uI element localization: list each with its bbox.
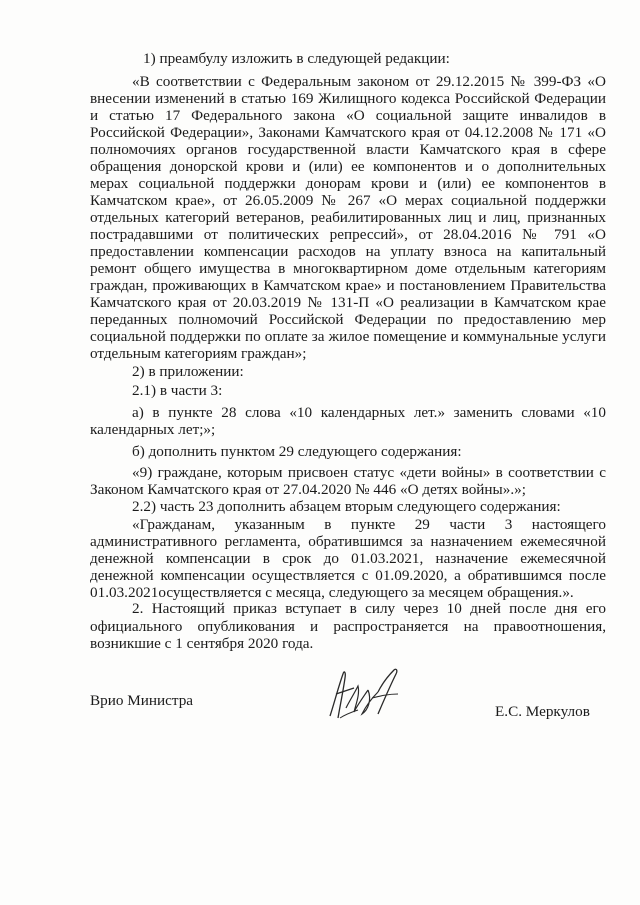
text-line: 01.03.2021осуществляется с месяца, следующего за месяцем обращения.». (90, 584, 574, 601)
text-line: Российской Федерации», Законами Камчатского края от 04.12.2008 № 171 «О (90, 124, 606, 141)
text-line: пострадавшими от политических репрессий», от 28.04.2016 № 791 «О (90, 226, 606, 243)
text-line: переданных полномочий Российской Федерации по предоставлению мер (90, 311, 606, 328)
text-line: официального опубликования и распространяется на правоотношения, (90, 618, 606, 635)
text-line: Камчатского края от 20.03.2019 № 131-П «О реализации в Камчатском крае (90, 294, 606, 311)
text-line: и статью 17 Федерального закона «О социальной защите инвалидов в (90, 107, 606, 124)
text-line: «В соответствии с Федеральным законом от 29.12.2015 № 399-ФЗ «О (132, 73, 606, 90)
signer-name: Е.С. Меркулов (495, 703, 590, 720)
text-line: денежной компенсации в срок до 01.03.2021, назначение ежемесячной (90, 550, 606, 567)
text-line: Законом Камчатского края от 27.04.2020 № 446 «О детях войны».»; (90, 481, 526, 498)
text-line: граждан, проживающих в Камчатском крае» и постановлением Правительства (90, 277, 606, 294)
text-line: административного регламента, обратившимся за назначением ежемесячной (90, 533, 606, 550)
handwritten-signature (316, 664, 412, 724)
text-line: «Гражданам, указанным в пункте 29 части 3 настоящего (132, 516, 606, 533)
text-line: обращения донорской крови и (или) ее компонентов и о дополнительных (90, 158, 606, 175)
text-line: «9) граждане, которым присвоен статус «дети войны» в соответствии с (132, 464, 606, 481)
text-line: социальной поддержки по оплате за жилое помещение и коммунальные услуги (90, 328, 606, 345)
text-line: полномочиях органов государственной власти Камчатского края в сфере (90, 141, 606, 158)
text-line: внесении изменений в статью 169 Жилищного кодекса Российской Федерации (90, 90, 606, 107)
text-line: отдельным категориям граждан»; (90, 345, 307, 362)
text-line: 2.1) в части 3: (132, 382, 223, 399)
text-line: а) в пункте 28 слова «10 календарных лет.» заменить словами «10 (132, 404, 606, 421)
text-line: 2.2) часть 23 дополнить абзацем вторым следующего содержания: (132, 498, 561, 515)
signatory-title: Врио Министра (90, 692, 194, 709)
text-line: 1) преамбулу изложить в следующей редакции: (143, 50, 450, 67)
text-line: предоставлении компенсации расходов на уплату взноса на капитальный (90, 243, 606, 260)
text-line: 2) в приложении: (132, 363, 244, 380)
text-line: Камчатском крае», от 26.05.2009 № 267 «О мерах социальной поддержки (90, 192, 606, 209)
text-line: возникшие с 1 сентября 2020 года. (90, 635, 314, 652)
text-line: мерах социальной поддержки донорам крови и (или) ее компонентов в (90, 175, 606, 192)
text-line: 2. Настоящий приказ вступает в силу через 10 дней после дня его (132, 600, 606, 617)
text-line: денежной компенсации осуществляется с 01.09.2020, а обратившимся после (90, 567, 606, 584)
text-line: ремонт общего имущества в многоквартирном доме отдельным категориям (90, 260, 606, 277)
text-line: б) дополнить пунктом 29 следующего содержания: (132, 443, 462, 460)
text-line: календарных лет;»; (90, 421, 216, 438)
text-line: отдельных категорий ветеранов, реабилитированных лиц и лиц, признанных (90, 209, 606, 226)
